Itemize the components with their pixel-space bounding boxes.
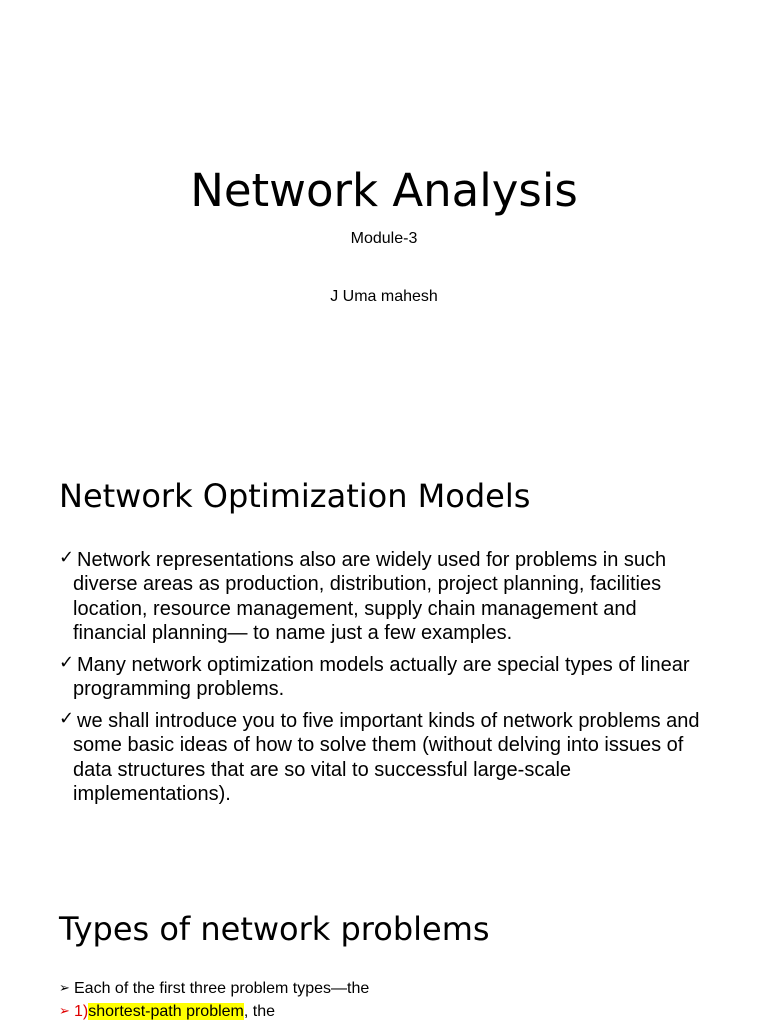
arrow-bullet-icon: ➢: [59, 981, 70, 996]
list-item: [59, 653, 709, 702]
bullet-text: Many network optimization models actually are special types of linear programming problems.: [73, 653, 690, 701]
list-item: [59, 709, 709, 806]
check-icon: ✓: [59, 651, 75, 673]
module-label: Module-3: [350, 230, 418, 247]
item-number: 1): [74, 1003, 89, 1020]
check-icon: ✓: [59, 547, 75, 568]
slide-heading: Network Optimization Models: [59, 477, 531, 515]
bullet-text: , the: [243, 1003, 276, 1020]
slide-heading: Types of network problems: [59, 910, 490, 948]
network-problem-types-slide: [0, 864, 768, 1024]
bullet-list: [59, 548, 709, 814]
bullet-text: Network representations also are widely used for problems in such diverse areas as production, distribution, project planning, facilities location, resource management, supply chain management and financial planning— to name just a few examples.: [73, 549, 667, 644]
bullet-list: [59, 977, 709, 1023]
list-item: [59, 977, 709, 1000]
optimization-models-slide: [0, 432, 768, 864]
title-slide: [0, 0, 768, 432]
list-item: [59, 548, 709, 645]
arrow-bullet-icon: ➢: [59, 1004, 70, 1019]
presentation-title: Network Analysis: [190, 164, 578, 217]
highlighted-term: shortest-path problem: [88, 1003, 244, 1020]
list-item: [59, 1000, 709, 1023]
check-icon: ✓: [59, 708, 75, 730]
bullet-text: we shall introduce you to five important kinds of network problems and some basic ideas of how to solve them (without delving into issues of data structures that are so vital to successful large-scale implementations).: [73, 710, 700, 806]
bullet-text: Each of the first three problem types—the: [74, 980, 370, 997]
author-name: J Uma mahesh: [330, 288, 438, 305]
